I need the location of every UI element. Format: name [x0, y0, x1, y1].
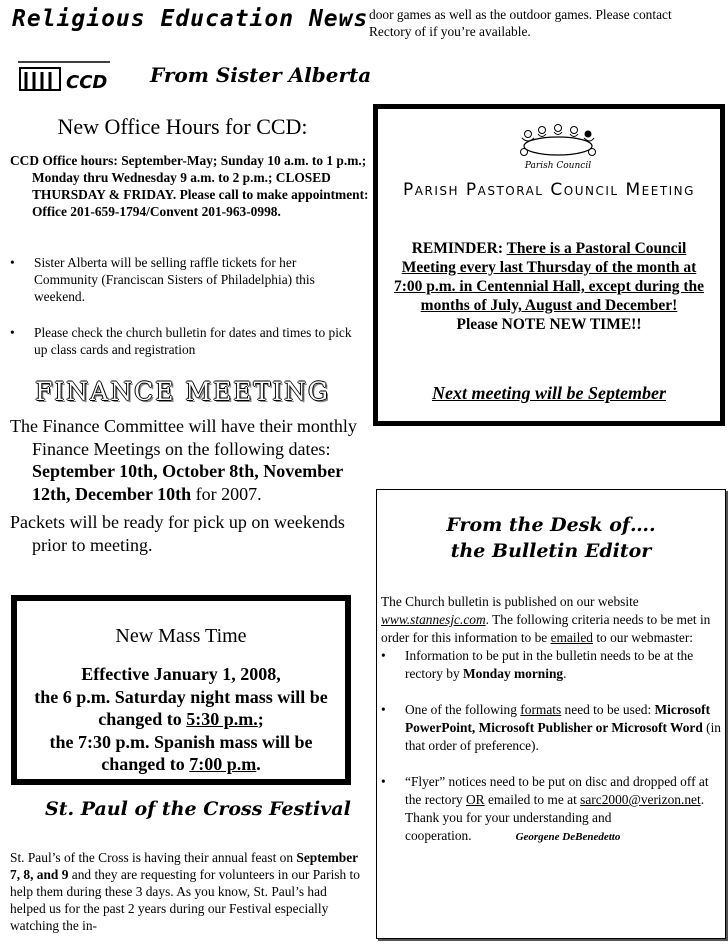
- desk-b3d: .: [700, 792, 705, 807]
- newsletter-title: Religious Education News: [12, 6, 369, 32]
- list-item: [381, 773, 721, 846]
- desk-intro-c: to our webmaster:: [592, 630, 693, 645]
- finance-intro: The Finance Committee will have their monthly Finance Meetings on the following dates:: [10, 416, 357, 459]
- festival-text: [10, 849, 363, 934]
- festival-intro: St. Paul’s of the Cross is having their annual feast on: [10, 850, 297, 865]
- reminder-text: There is a Pastoral Council Meeting every last Thursday of the month at 7:00 p.m. in Centennial Hall, except during the months of July, August and December!: [393, 240, 704, 314]
- mass-spanish: [17, 731, 345, 776]
- office-hours-heading: New Office Hours for CCD:: [57, 114, 308, 139]
- desk-b2c: need to be used:: [561, 702, 655, 717]
- desk-intro: [381, 593, 721, 647]
- desk-b2e: (in that order of preference).: [405, 720, 722, 753]
- finance-packets: Packets will be ready for pick up on weekends prior to meeting.: [10, 512, 345, 555]
- bulletin-editor-box: [376, 489, 726, 939]
- editor-signature: Georgene DeBenedetto: [515, 831, 621, 843]
- desk-b3a: “Flyer” notices need to be put on disc and dropped off at the rectory: [405, 774, 709, 807]
- website-link[interactable]: www.stannesjc.com: [381, 612, 486, 627]
- festival-body: and they are requesting for volunteers in our Parish to help them during these 3 days. As you know, St. Paul’s had helped us for the past 2 years during our Festival especially watching the in-: [10, 867, 360, 933]
- council-note: Please NOTE NEW TIME!!: [456, 316, 642, 333]
- desk-heading-line-2: the Bulletin Editor: [450, 540, 652, 562]
- festival-dates: September 7, 8, and 9: [10, 850, 358, 882]
- next-meeting: Next meeting will be September: [432, 383, 666, 403]
- mass-effective: Effective January 1, 2008,: [81, 664, 281, 684]
- ccd-logo: [18, 60, 110, 94]
- finance-text: [10, 415, 360, 563]
- mass-details: [17, 663, 345, 776]
- desk-intro-a: The Church bulletin is published on our website: [381, 594, 639, 609]
- finance-year: for 2007.: [191, 483, 262, 504]
- desk-b2a: One of the following: [405, 702, 521, 717]
- from-sister-alberta: From Sister Alberta: [150, 63, 372, 87]
- finance-dates-paragraph: [10, 415, 360, 505]
- mass-spanish-end: .: [256, 754, 261, 774]
- desk-b3b: OR: [465, 792, 485, 807]
- mass-saturday-text: the 6 p.m. Saturday night mass will be changed to: [34, 686, 328, 729]
- reminder-paragraph: [386, 239, 712, 315]
- mass-time-1: 5:30 p.m.: [186, 709, 258, 729]
- festival-heading: St. Paul of the Cross Festival: [45, 798, 351, 820]
- desk-b2b: formats: [520, 702, 562, 717]
- mass-saturday: [17, 686, 345, 731]
- desk-body: [381, 593, 721, 864]
- mass-spanish-text: the 7:30 p.m. Spanish mass will be changed to: [49, 731, 313, 774]
- desk-heading: [377, 512, 725, 564]
- ccd-bullet-list: [10, 254, 355, 377]
- list-item: [381, 647, 721, 683]
- finance-meeting-heading: FINANCE MEETING: [35, 377, 330, 406]
- new-mass-time-box: [11, 595, 351, 785]
- desk-emailed: emailed: [550, 630, 593, 645]
- desk-b1a: Information to be put in the bulletin needs to be at the rectory by: [405, 648, 694, 681]
- reminder-label: REMINDER:: [411, 240, 507, 257]
- desk-b1c: .: [563, 666, 567, 681]
- parish-council-box: [373, 104, 725, 426]
- desk-b1b: Monday morning: [463, 666, 564, 681]
- desk-bullet-list: [381, 647, 721, 846]
- council-heading: Parish Pastoral Council Meeting: [403, 180, 695, 200]
- list-item: [381, 701, 721, 755]
- svg-text:CCD: CCD: [66, 72, 108, 93]
- finance-dates: September 10th, October 8th, November 12th, December 10th: [32, 461, 343, 504]
- office-hours-text: CCD Office hours: September-May; Sunday 10 a.m. to 1 p.m.; Monday thru Wednesday 9 a.m. to 2 p.m.; CLOSED THURSDAY & FRIDAY. Please call to make appointment: Office 201-659-1794/Convent 201-963-0998.: [10, 153, 369, 219]
- desk-b3c: emailed to me at: [484, 792, 581, 807]
- list-item: • Sister Alberta will be selling raffle tickets for her Community (Franciscan Sisters of Philadelphia) this weekend.: [10, 254, 355, 305]
- mass-time-2: 7:00 p.m: [189, 754, 257, 774]
- parish-council-logo-icon: [506, 122, 610, 170]
- mass-saturday-end: ;: [257, 709, 264, 729]
- continued-text: door games as well as the outdoor games. Please contact Rectory of if you’re available.: [369, 7, 672, 39]
- list-item: • Please check the church bulletin for dates and times to pick up class cards and registration: [10, 324, 355, 358]
- desk-intro-b: . The following criteria needs to be met in order for this information to be: [381, 612, 711, 645]
- mass-heading: New Mass Time: [115, 625, 247, 647]
- desk-thanks: Thank you for your understanding and cooperation.: [405, 810, 612, 843]
- council-reminder: [386, 239, 712, 334]
- parish-council-caption: Parish Council: [524, 161, 592, 170]
- email-link[interactable]: sarc2000@verizon.net: [580, 792, 701, 807]
- desk-b2d: Microsoft PowerPoint, Microsoft Publisher or Microsoft Word: [405, 702, 711, 735]
- desk-heading-line-1: From the Desk of….: [446, 514, 656, 536]
